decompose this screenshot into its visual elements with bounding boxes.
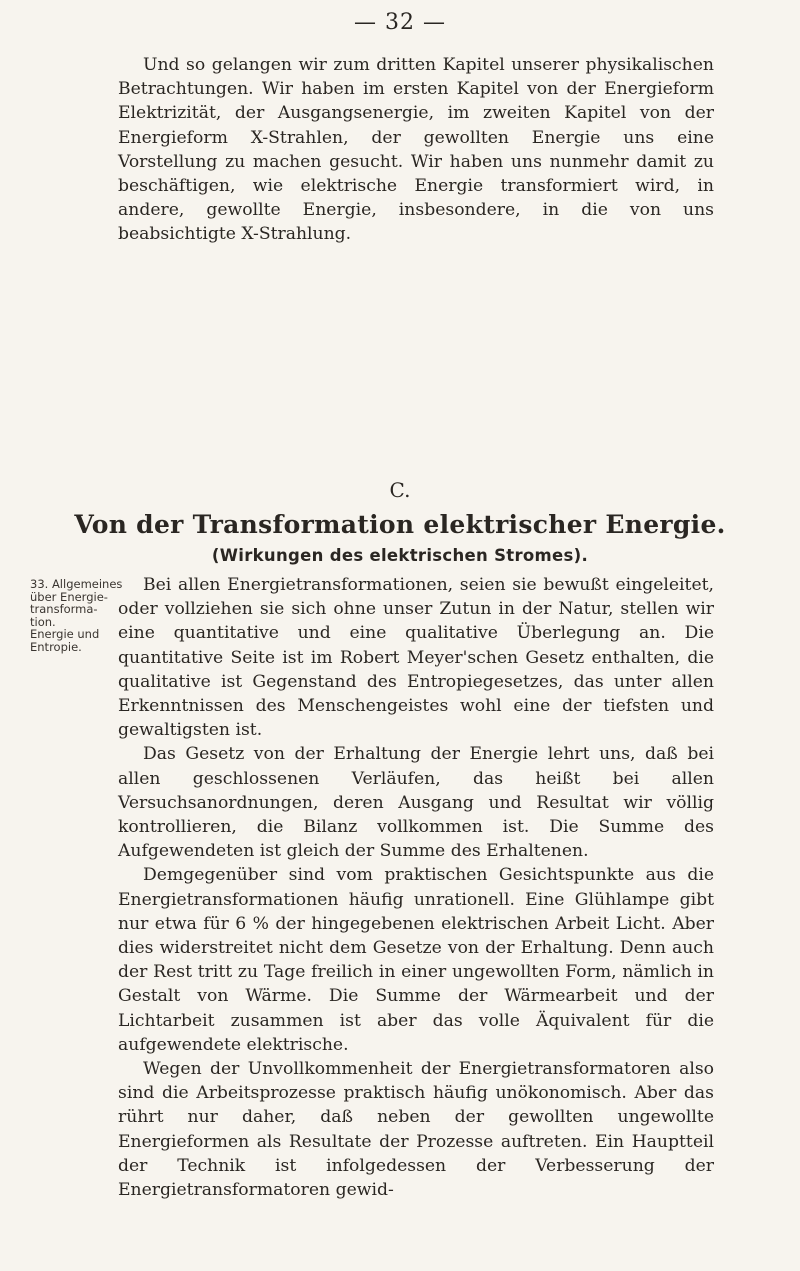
paragraph-2: Das Gesetz von der Erhaltung der Energie lehrt uns, daß bei allen geschlossenen Verläufen, das heißt bei allen Versuchsanordnungen, deren Ausgang und Resultat wir völlig kontrollieren, die Bilanz vollkommen ist. Die Summe des Aufgewendeten ist gleich der Summe des Erhaltenen.	[118, 744, 714, 862]
margin-note-line: Entropie.	[30, 639, 82, 654]
section-title: Von der Transformation elektrischer Energie.	[74, 510, 726, 539]
margin-note-line: transforma-	[30, 602, 98, 616]
paragraph-3: Demgegenüber sind vom praktischen Gesichtspunkte aus die Energietransformationen häufig unrationell. Eine Glühlampe gibt nur etwa für 6 % der hingegebenen elektrischen Arbeit Licht. Aber dies widerstreitet nicht dem Gesetze von der Erhaltung. Denn auch der Rest tritt zu Tage freilich in einer ungewollten Form, nämlich in Gestalt von Wärme. Die Summe der Wärmearbeit und der Lichtarbeit zusammen ist aber das volle Äquivalent für die aufgewendete elektrische.	[118, 865, 714, 1055]
margin-note-line: tion.	[30, 614, 56, 629]
paragraph-4: Wegen der Unvollkommenheit der Energietransformatoren also sind die Arbeitsprozesse praktisch häufig unökonomisch. Aber das rührt nur daher, daß neben der gewollten ungewollte Energieformen als Resultate der Prozesse auftreten. Ein Hauptteil der Technik ist infolgedessen der Verbesserung der Energietransformatoren gewid-	[118, 1059, 714, 1201]
margin-note-line: 33. Allgemeines	[30, 577, 123, 591]
margin-note-line: Energie und	[30, 627, 100, 641]
margin-note-line: über Energie-	[30, 589, 108, 604]
paragraph-1: Bei allen Energietransformationen, seien sie bewußt eingeleitet, oder vollziehen sie sich ohne unser Zutun in der Natur, stellen wir eine quantitative und eine qualitative Überlegung an. Die quantitative Seite ist im Robert Meyer'schen Gesetz enthalten, die qualitative ist Gegenstand des Entropiegesetzes, das unter allen Erkenntnissen des Menschengeistes wohl eine der tiefsten und gewaltigsten ist.	[118, 575, 714, 741]
margin-note	[30, 577, 123, 654]
section-subtitle: (Wirkungen des elektrischen Stromes).	[211, 546, 589, 565]
intro-section	[118, 53, 714, 247]
page-number: — 32 —	[354, 10, 446, 35]
section-letter: C.	[389, 478, 411, 502]
body-text	[118, 573, 714, 1202]
intro-paragraph: Und so gelangen wir zum dritten Kapitel unserer physikalischen Betrachtungen. Wir haben im ersten Kapitel von der Energieform Elektrizität, der Ausgangsenergie, im zweiten Kapitel von der Energieform X-Strahlen, der gewollten Energie uns eine Vorstellung zu machen gesucht. Wir haben uns nunmehr damit zu beschäftigen, wie elektrische Energie transformiert wird, in andere, gewollte Energie, insbesondere, in die von uns beabsichtigte X-Strahlung.	[118, 55, 714, 245]
